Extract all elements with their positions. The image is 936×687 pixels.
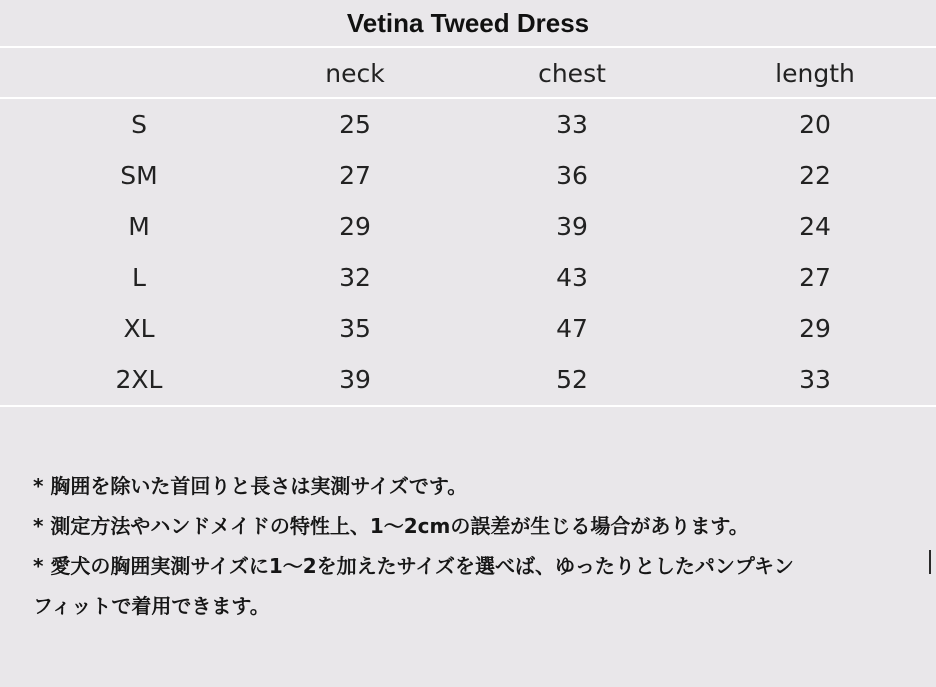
size-label: S: [131, 110, 147, 139]
table-row: [0, 100, 936, 151]
note-measurement: * 胸囲を除いた首回りと長さは実測サイズです。: [33, 474, 468, 498]
notes-section: [33, 466, 913, 626]
chest-value: 36: [556, 161, 588, 190]
size-label: M: [128, 212, 150, 241]
neck-value: 29: [339, 212, 371, 241]
table-row: [0, 202, 936, 253]
title-divider: [0, 46, 936, 48]
table-row: [0, 304, 936, 355]
length-value: 24: [799, 212, 831, 241]
table-row: [0, 253, 936, 304]
table-header-row: [0, 49, 936, 97]
length-value: 20: [799, 110, 831, 139]
table-row: [0, 151, 936, 202]
length-value: 29: [799, 314, 831, 343]
note-fit-advice-continued: フィットで着用できます。: [33, 594, 270, 618]
size-table-body: [0, 100, 936, 405]
neck-value: 39: [339, 365, 371, 394]
size-label: 2XL: [115, 365, 163, 394]
header-neck: neck: [325, 59, 385, 88]
length-value: 27: [799, 263, 831, 292]
length-value: 22: [799, 161, 831, 190]
size-label: SM: [120, 161, 158, 190]
table-row: [0, 355, 936, 406]
page-title: Vetina Tweed Dress: [346, 7, 590, 38]
header-chest: chest: [538, 59, 606, 88]
note-fit-advice: * 愛犬の胸囲実測サイズに1～2を加えたサイズを選べば、ゆったりとしたパンプキン: [33, 554, 794, 578]
chest-value: 43: [556, 263, 588, 292]
chest-value: 52: [556, 365, 588, 394]
length-value: 33: [799, 365, 831, 394]
neck-value: 27: [339, 161, 371, 190]
chest-value: 33: [556, 110, 588, 139]
table-bottom-divider: [0, 405, 936, 407]
chest-value: 47: [556, 314, 588, 343]
neck-value: 25: [339, 110, 371, 139]
neck-value: 35: [339, 314, 371, 343]
header-divider: [0, 97, 936, 99]
size-label: XL: [123, 314, 155, 343]
neck-value: 32: [339, 263, 371, 292]
chest-value: 39: [556, 212, 588, 241]
header-length: length: [775, 59, 855, 88]
note-tolerance: * 測定方法やハンドメイドの特性上、1～2cmの誤差が生じる場合があります。: [33, 514, 749, 538]
size-label: L: [132, 263, 146, 292]
edge-divider: [929, 550, 931, 574]
